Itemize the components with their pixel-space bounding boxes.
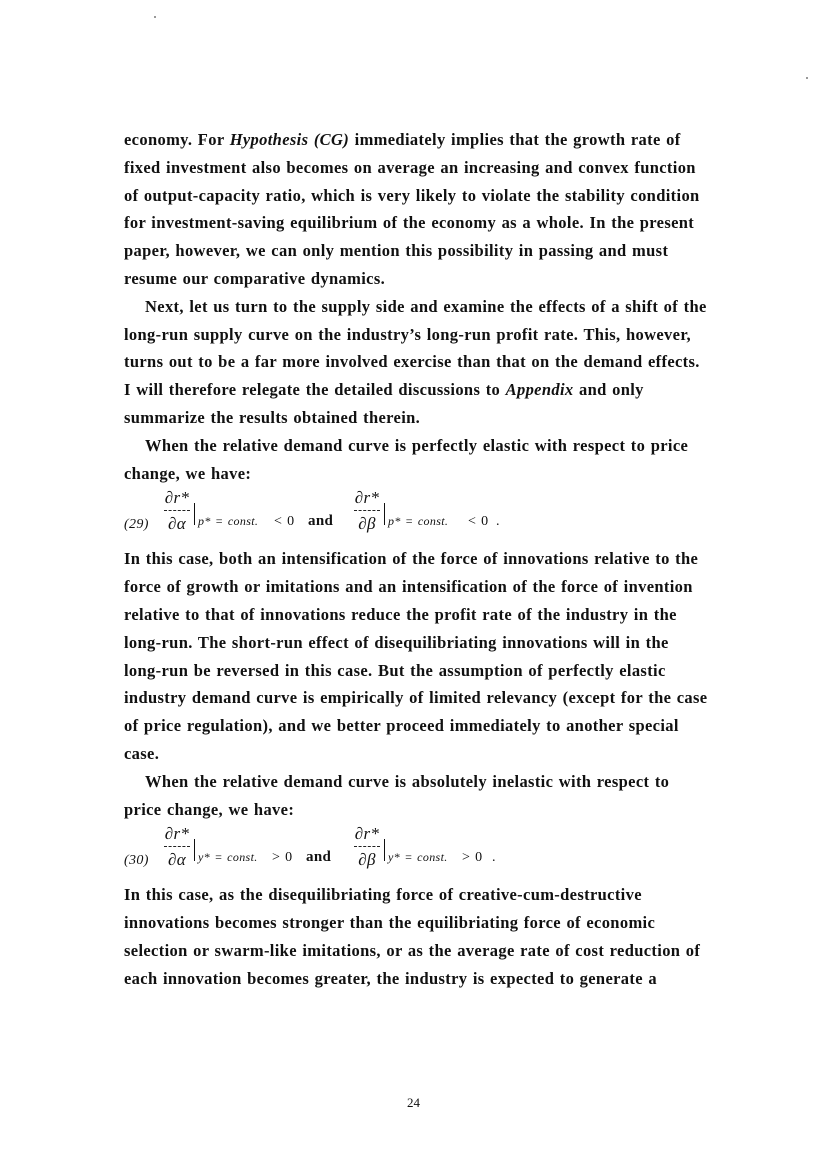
text-line: Next, let us turn to the supply side and examine the effects of a shift of the bbox=[145, 296, 707, 316]
text-line: force of growth or imitations and an intensification of the force of invention bbox=[124, 577, 693, 597]
fraction-rule bbox=[354, 510, 380, 512]
numerator: ∂r* bbox=[354, 824, 380, 844]
text-line: summarize the results obtained therein. bbox=[124, 407, 421, 427]
paragraph bbox=[124, 881, 764, 992]
evaluation-bar bbox=[194, 503, 195, 525]
fraction-rule bbox=[164, 846, 190, 848]
partial-derivative-beta bbox=[352, 487, 382, 535]
text-run: I will therefore relegate the detailed discussions to bbox=[124, 380, 506, 400]
body-text bbox=[124, 126, 764, 993]
numerator: ∂r* bbox=[354, 488, 380, 508]
text-line: change, we have: bbox=[124, 463, 252, 483]
text-line: case. bbox=[124, 743, 160, 763]
scan-speck bbox=[154, 16, 156, 18]
denominator: ∂α bbox=[167, 850, 187, 870]
appendix-reference: Appendix bbox=[505, 380, 574, 400]
paragraph bbox=[124, 545, 764, 767]
inequality: > 0 bbox=[272, 850, 293, 866]
text-line: resume our comparative dynamics. bbox=[124, 268, 386, 288]
connector: and bbox=[306, 849, 332, 866]
evaluation-condition: y* = const. bbox=[388, 850, 448, 865]
text-run: and only bbox=[573, 380, 644, 400]
equation-number: (29) bbox=[124, 517, 149, 533]
text-line: selection or swarm-like imitations, or as the average rate of cost reduction of bbox=[124, 940, 701, 960]
denominator: ∂β bbox=[358, 850, 376, 870]
text-line: of output-capacity ratio, which is very likely to violate the stability condition bbox=[124, 185, 700, 205]
text-run: economy. For bbox=[124, 130, 230, 149]
fraction-rule bbox=[354, 846, 380, 848]
inequality: < 0 bbox=[274, 514, 295, 530]
fraction-rule bbox=[164, 510, 190, 512]
text-line: In this case, both an intensification of the force of innovations relative to the bbox=[124, 549, 699, 569]
evaluation-bar bbox=[384, 503, 385, 525]
equation-29 bbox=[124, 487, 764, 545]
equation-30 bbox=[124, 823, 764, 881]
paragraph bbox=[124, 432, 764, 488]
connector: and bbox=[308, 513, 334, 530]
partial-derivative-alpha bbox=[162, 823, 192, 871]
denominator: ∂β bbox=[358, 514, 376, 534]
text-line: paper, however, we can only mention this possibility in passing and must bbox=[124, 241, 669, 261]
text-line: When the relative demand curve is perfectly elastic with respect to price bbox=[145, 435, 689, 455]
numerator: ∂r* bbox=[164, 488, 190, 508]
equation-number: (30) bbox=[124, 853, 149, 869]
paragraph bbox=[124, 126, 764, 293]
text-line: price change, we have: bbox=[124, 799, 295, 819]
numerator: ∂r* bbox=[164, 824, 190, 844]
text-line: industry demand curve is empirically of limited relevancy (except for the case bbox=[124, 688, 708, 708]
paragraph bbox=[124, 293, 764, 432]
text-line: When the relative demand curve is absolutely inelastic with respect to bbox=[145, 771, 670, 791]
evaluation-condition: p* = const. bbox=[198, 514, 259, 529]
paragraph bbox=[124, 768, 764, 824]
text-line: turns out to be a far more involved exercise than that on the demand effects. bbox=[124, 352, 700, 372]
text-line: long-run supply curve on the industry’s long-run profit rate. This, however, bbox=[124, 324, 691, 344]
inequality: > 0 bbox=[462, 850, 483, 866]
text-line: In this case, as the disequilibriating force of creative-cum-destructive bbox=[124, 885, 642, 905]
evaluation-condition: p* = const. bbox=[388, 514, 449, 529]
scan-speck bbox=[806, 77, 808, 79]
page-number: 24 bbox=[407, 1095, 420, 1110]
hypothesis-reference: Hypothesis (CG) bbox=[229, 130, 350, 149]
text-line: of price regulation), and we better proceed immediately to another special bbox=[124, 716, 679, 736]
text-line: long-run. The short-run effect of disequilibriating innovations will in the bbox=[124, 632, 669, 652]
equation-period: . bbox=[492, 850, 496, 866]
evaluation-bar bbox=[194, 839, 195, 861]
text-line: innovations becomes stronger than the equilibriating force of economic bbox=[124, 913, 656, 933]
denominator: ∂α bbox=[167, 514, 187, 534]
text-line: long-run be reversed in this case. But the assumption of perfectly elastic bbox=[124, 660, 666, 680]
equation-period: . bbox=[496, 514, 500, 530]
inequality: < 0 bbox=[468, 514, 489, 530]
partial-derivative-alpha bbox=[162, 487, 192, 535]
text-line: for investment-saving equilibrium of the economy as a whole. In the present bbox=[124, 213, 695, 233]
partial-derivative-beta bbox=[352, 823, 382, 871]
text-run: immediately implies that the growth rate of bbox=[349, 130, 681, 149]
evaluation-condition: y* = const. bbox=[198, 850, 258, 865]
evaluation-bar bbox=[384, 839, 385, 861]
text-line: each innovation becomes greater, the industry is expected to generate a bbox=[124, 968, 657, 988]
text-line: fixed investment also becomes on average an increasing and convex function bbox=[124, 157, 696, 177]
text-line: relative to that of innovations reduce the profit rate of the industry in the bbox=[124, 604, 677, 624]
